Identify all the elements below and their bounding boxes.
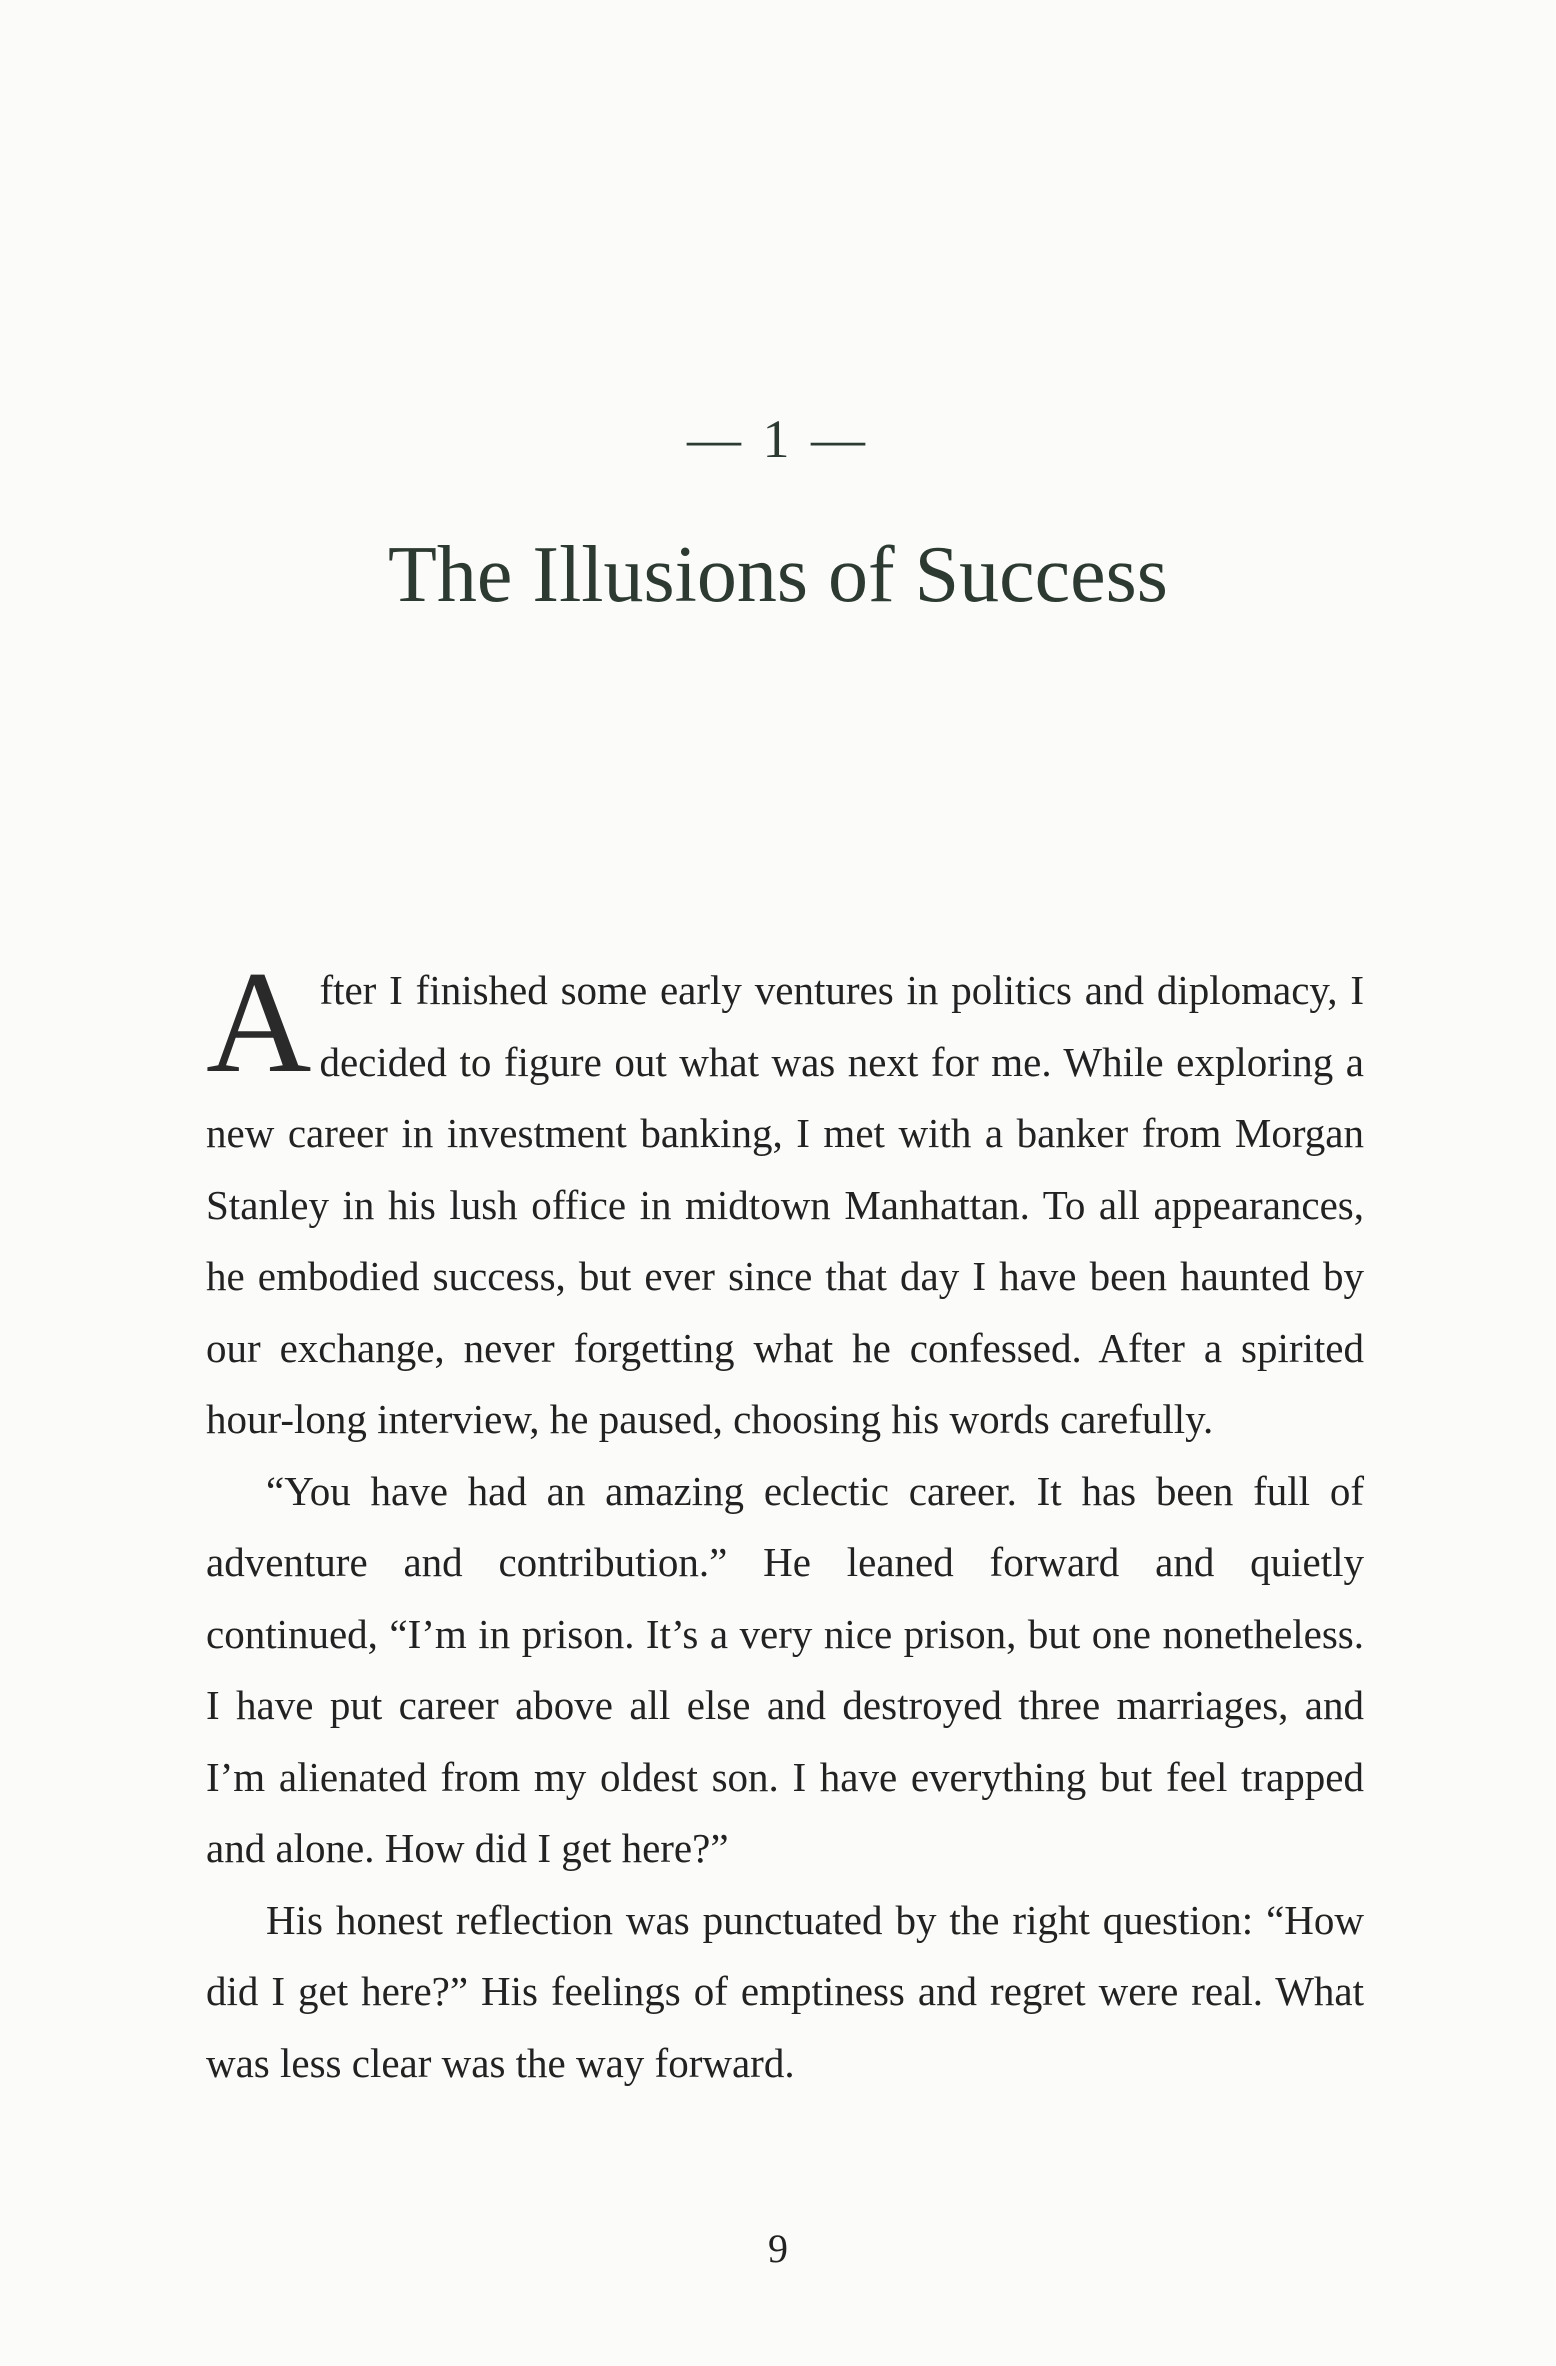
paragraph-3: His honest reflection was punctuated by the right question: “How did I get here?” His feelings of emptiness and regret were real. What was less clear was the way forward.: [206, 1896, 1364, 2086]
page-number: 9: [768, 2226, 788, 2271]
paragraph-1: [206, 941, 1364, 1456]
drop-cap: A: [206, 941, 312, 1103]
chapter-body: [206, 941, 1364, 2099]
chapter-number: — 1 —: [687, 409, 869, 469]
paragraph-1-text: fter I finished some early ventures in politics and diplomacy, I decided to figure out what was next for me. While exploring a new career in investment banking, I met with a banker from Morgan Stanley in his lush office in midtown Manhattan. To all appearances, he embodied success, but ever since that day I have been haunted by our exchange, never forgetting what he confessed. After a spirited hour-long interview, he paused, choosing his words carefully.: [206, 967, 1364, 1442]
paragraph-2: “You have had an amazing eclectic career. It has been full of adventure and contribution.” He leaned forward and quietly continued, “I’m in prison. It’s a very nice prison, but one nonetheless. I have put career above all else and destroyed three marriages, and I’m alienated from my oldest son. I have everything but feel trapped and alone. How did I get here?”: [206, 1467, 1364, 1871]
chapter-title: The Illusions of Success: [388, 531, 1168, 619]
